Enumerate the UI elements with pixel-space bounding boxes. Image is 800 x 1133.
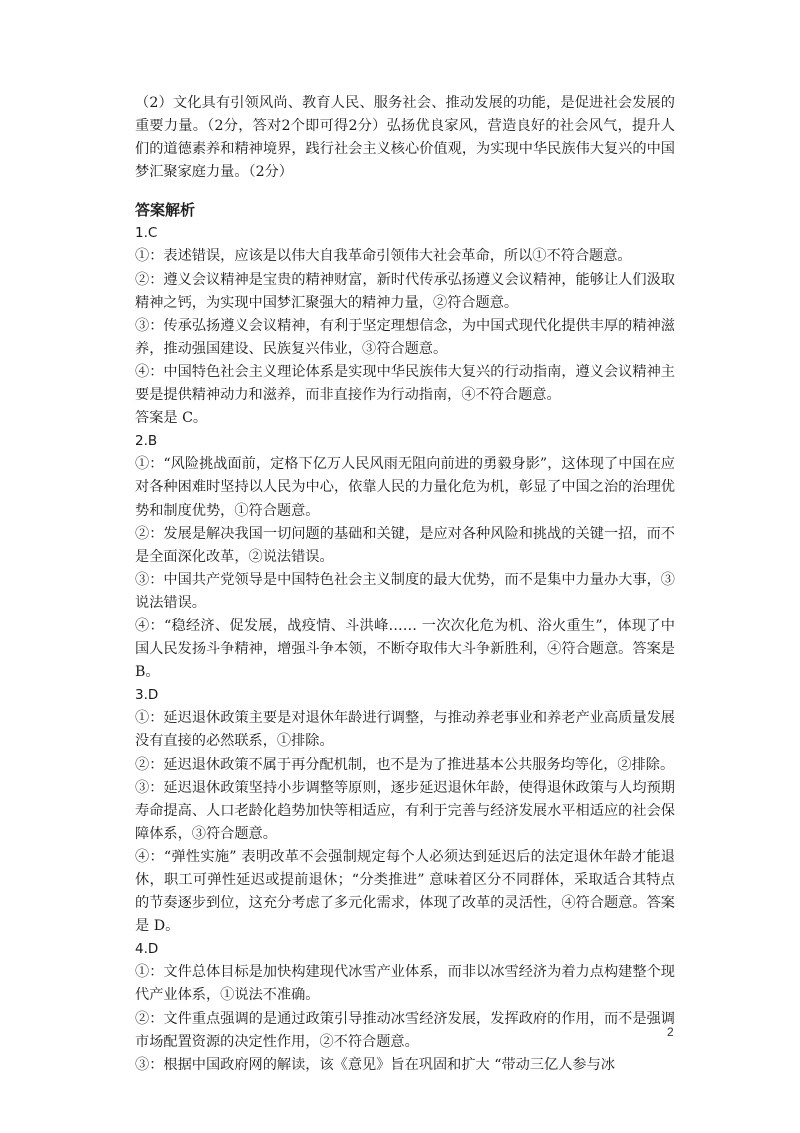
explanation-line: ④：中国特色社会主义理论体系是实现中华民族伟大复兴的行动指南，遵义会议精神主要是提供精神动力和滋养，而非直接作为行动指南，④不符合题意。 bbox=[135, 363, 675, 404]
question-block-2 bbox=[135, 430, 675, 684]
explanation-line: ③：延迟退休政策坚持小步调整等原则，逐步延迟退休年龄，使得退休政策与人均预期寿命提高、人口老龄化趋势加快等相适应，有利于完善与经济发展水平相适应的社会保障体系，③符合题意。 bbox=[135, 779, 675, 842]
question-block-4 bbox=[135, 938, 675, 1077]
answer-line: 答案是 C。 bbox=[135, 410, 208, 427]
explanation-line: ④：“弹性实施” 表明改革不会强制规定每个人必须达到延迟后的法定退休年龄才能退休，职工可弹性延迟或提前退休；“分类推进” 意味着区分不同群体，采取适合其特点的节奏逐步到位，这充分考虑了多元化需求，体现了改革的灵活性，④符合题意。答案是 D。 bbox=[135, 848, 675, 935]
section-title: 答案解析 bbox=[135, 201, 196, 220]
answer-paragraph-2: （2）文化具有引领风尚、教育人民、服务社会、推动发展的功能，是促进社会发展的重要力量。（2分，答对2个即可得2分）弘扬优良家风，营造良好的社会风气，提升人们的道德素养和精神境界，践行社会主义核心价值观，为实现中华民族伟大复兴的中国梦汇聚家庭力量。（2分） bbox=[135, 95, 675, 181]
explanation-line: ③：传承弘扬遵义会议精神，有利于坚定理想信念，为中国式现代化提供丰厚的精神滋养，推动强国建设、民族复兴伟业，③符合题意。 bbox=[135, 317, 675, 357]
question-number: 4.D bbox=[135, 941, 159, 958]
page-number: 2 bbox=[667, 1025, 674, 1039]
question-block-3 bbox=[135, 684, 675, 938]
explanation-line: ①：文件总体目标是加快构建现代冰雪产业体系，而非以冰雪经济为着力点构建整个现代产业体系，①说法不准确。 bbox=[135, 964, 675, 1004]
explanation-line: ③：根据中国政府网的解读，该《意见》旨在巩固和扩大 “带动三亿人参与冰 bbox=[135, 1056, 615, 1073]
explanation-line: ①：表述错误，应该是以伟大自我革命引领伟大社会革命，所以①不符合题意。 bbox=[135, 248, 632, 265]
explanation-line: ②：发展是解决我国一切问题的基础和关键，是应对各种风险和挑战的关键一招，而不是全面深化改革，②说法错误。 bbox=[135, 525, 675, 565]
explanation-line: ③：中国共产党领导是中国特色社会主义制度的最大优势，而不是集中力量办大事，③说法错误。 bbox=[135, 571, 675, 611]
question-number: 2.B bbox=[135, 433, 158, 450]
explanation-line: ②：延迟退休政策不属于再分配机制，也不是为了推进基本公共服务均等化，②排除。 bbox=[135, 756, 675, 773]
explanation-line: ④：“稳经济、促发展，战疫情、斗洪峰…… 一次次化危为机、浴火重生”，体现了中国人民发扬斗争精神，增强斗争本领，不断夺取伟大斗争新胜利，④符合题意。答案是 B。 bbox=[135, 617, 675, 681]
explanation-line: ②：文件重点强调的是通过政策引导推动冰雪经济发展，发挥政府的作用，而不是强调市场配置资源的决定性作用，②不符合题意。 bbox=[135, 1010, 675, 1050]
explanation-line: ①：延迟退休政策主要是对退休年龄进行调整，与推动养老事业和养老产业高质量发展没有直接的必然联系，①排除。 bbox=[135, 710, 675, 750]
page-content bbox=[135, 92, 675, 1077]
question-number: 1.C bbox=[135, 225, 158, 242]
question-number: 3.D bbox=[135, 687, 159, 704]
explanation-line: ②：遵义会议精神是宝贵的精神财富，新时代传承弘扬遵义会议精神，能够让人们汲取精神之钙，为实现中国梦汇聚强大的精神力量，②符合题意。 bbox=[135, 271, 675, 311]
explanation-line: ①：“风险挑战面前，定格下亿万人民风雨无阻向前进的勇毅身影”，这体现了中国在应对各种困难时坚持以人民为中心，依靠人民的力量化危为机，彰显了中国之治的治理优势和制度优势，①符合题意。 bbox=[135, 456, 675, 519]
question-block-1 bbox=[135, 222, 675, 430]
